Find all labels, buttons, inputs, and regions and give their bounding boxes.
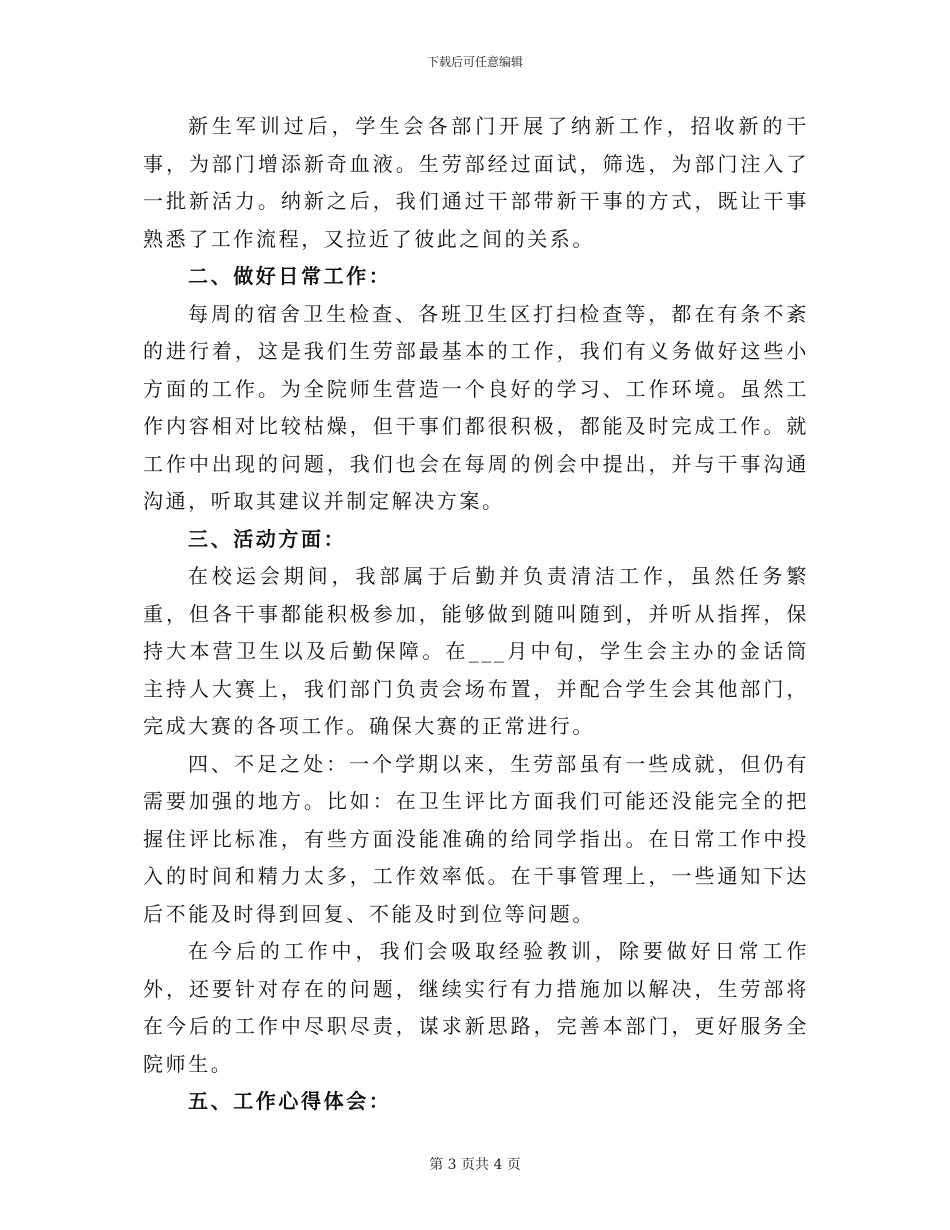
paragraph-daily-work: 每周的宿舍卫生检查、各班卫生区打扫检查等，都在有条不紊的进行着，这是我们生劳部最基本的工作，我们有义务做好这些小方面的工作。为全院师生营造一个良好的学习、工作环境。虽然工作内容相对比较枯燥，但干事们都很积极，都能及时完成工作。就工作中出现的问题，我们也会在每周的例会中提出，并与干事沟通沟通，听取其建议并制定解决方案。 (143, 301, 809, 513)
section-heading-daily-work: 二、做好日常工作： (188, 264, 392, 288)
section-heading-reflections: 五、工作心得体会： (188, 1089, 392, 1113)
paragraph-future-work: 在今后的工作中，我们会吸取经验教训，除要做好日常工作外，还要针对存在的问题，继续实行有力措施加以解决，生劳部将在今后的工作中尽职尽责，谋求新思路，完善本部门，更好服务全院师生。 (143, 939, 809, 1076)
paragraph-recruitment: 新生军训过后，学生会各部门开展了纳新工作，招收新的干事，为部门增添新奇血液。生劳部经过面试，筛选，为部门注入了一批新活力。纳新之后，我们通过干部带新干事的方式，既让干事熟悉了工作流程，又拉近了彼此之间的关系。 (143, 114, 809, 251)
section-heading-activities: 三、活动方面： (188, 526, 347, 551)
document-body (143, 108, 809, 1121)
paragraph-shortcomings: 四、不足之处：一个学期以来，生劳部虽有一些成就，但仍有需要加强的地方。比如：在卫生评比方面我们可能还没能完全的把握住评比标准，有些方面没能准确的给同学指出。在日常工作中投入的时间和精力太多，工作效率低。在干事管理上，一些通知下达后不能及时得到回复、不能及时到位等问题。 (143, 751, 809, 926)
paragraph-activities: 在校运会期间，我部属于后勤并负责清洁工作，虽然任务繁重，但各干事都能积极参加，能够做到随叫随到，并听从指挥，保持大本营卫生以及后勤保障。在___月中旬，学生会主办的金话筒主持人大赛上，我们部门负责会场布置，并配合学生会其他部门，完成大赛的各项工作。确保大赛的正常进行。 (143, 564, 809, 738)
page-footer: 第 3 页共 4 页 (429, 1157, 521, 1173)
page-header: 下载后可任意编辑 (426, 55, 523, 69)
